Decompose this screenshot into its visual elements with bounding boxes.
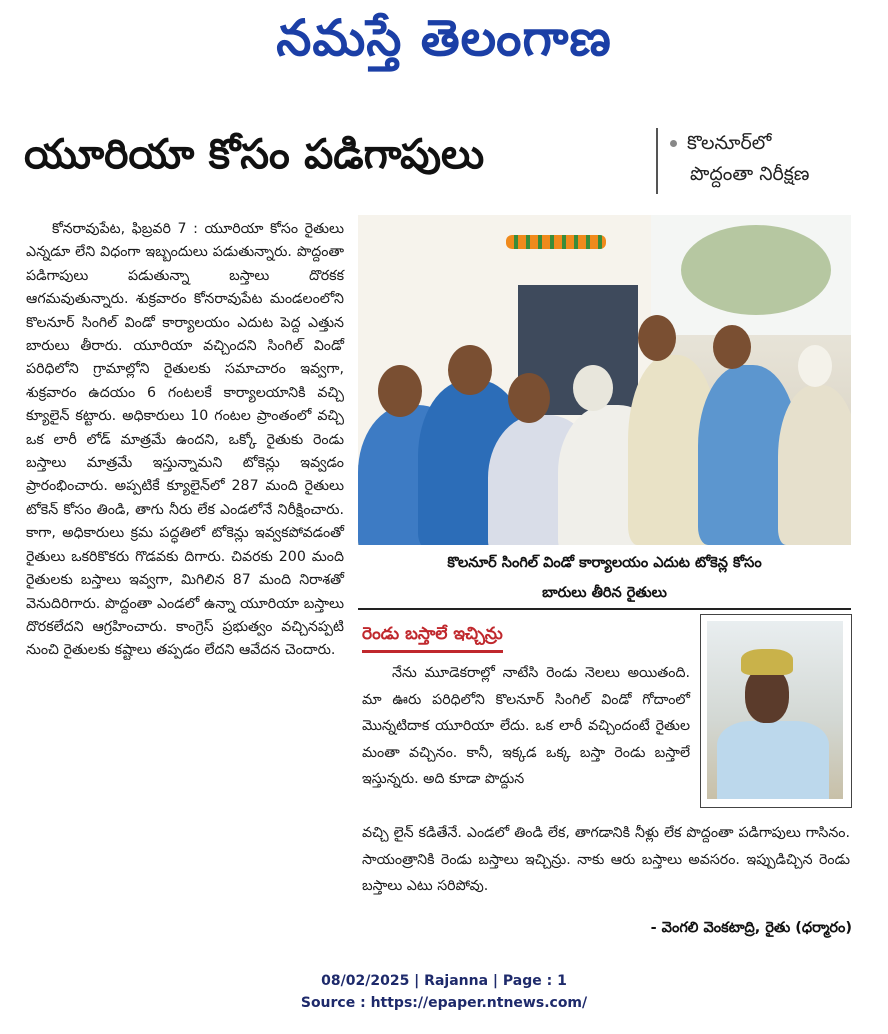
photo-caption-line-2: బారులు తీరిన రైతులు — [542, 585, 667, 601]
quote-paragraph: నేను మూడెకరాల్లో నాటేసి రెండు నెలలు అయితంది. మా ఊరు పరిధిలోని కొలనూర్ సింగిల్ విండో గోదాంలో మొన్నటిదాక యూరియా లేదు. ఒక లారీ వచ్చిందంటే రైతుల మంతా వచ్చినం. కానీ, ఇక్కడ ఒక్క బస్తా రెండు బస్తాలే ఇస్తున్నరు. అది కూడా పొద్దున — [362, 665, 690, 788]
deck-line-2: పొద్దంతా నిరీక్షణ — [690, 163, 810, 185]
quote-text-wide: వచ్చి లైన్ కడితేనే. ఎండలో తిండి లేక, తాగడానికి నీళ్లు లేక పొద్దంతా పడిగాపులు గాసినం. సాయంత్రానికి రెండు బస్తాలు ఇచ్చిన్రు. నాకు ఆరు బస్తాలు అవసరం. ఇప్పుడిచ్చిన రెండు బస్తాలు ఎటు సరిపోవు. — [362, 825, 850, 895]
newspaper-logo: నమస్తే తెలంగాణ — [276, 8, 612, 67]
masthead — [0, 0, 888, 88]
article-body — [26, 218, 344, 663]
footer-source: Source : https://epaper.ntnews.com/ — [300, 995, 588, 1011]
news-photo — [358, 215, 851, 545]
farmer-portrait — [700, 614, 852, 808]
quote-text-narrow — [362, 660, 690, 793]
deck-divider — [656, 128, 658, 194]
quote-subhead: రెండు బస్తాలే ఇచ్చిన్రు — [362, 624, 503, 653]
caption-divider — [358, 608, 851, 610]
deck-line-1: కొలనూర్‌లో — [687, 132, 772, 154]
article-paragraph: కోనరావుపేట, ఫిబ్రవరి 7 : యూరియా కోసం రైతులు ఎన్నడూ లేని విధంగా ఇబ్బందులు పడుతున్నారు. పొద్దంతా పడిగాపులు పడుతున్నా బస్తాలు దొరకక ఆగమవుతున్నారు. శుక్రవారం కోనరావుపేట మండలంలోని కొలనూర్ సింగిల్ విండో కార్యాలయం ఎదుట పెద్ద ఎత్తున బారులు తీరారు. యూరియా వచ్చిందని సింగిల్ విండో పరిధిలోని గ్రామాల్లోని రైతులకు సమాచారం ఇవ్వగా, శుక్రవారం ఉదయం 6 గంటలకే కార్యాలయానికి వచ్చి క్యూలైన్ కట్టారు. అధికారులు 10 గంటల ప్రాంతంలో వచ్చి ఒక లారీ లోడ్ మాత్రమే ఉందని, ఒక్కో రైతుకు రెండు బస్తాలు మాత్రమే ఇస్తున్నామని టోకెన్లు ఇవ్వడం ప్రారంభించారు. అప్పటికే క్యూలైన్‌లో 287 మంది రైతులు టోకెన్ కోసం తిండి, తాగు నీరు లేక ఎండలోనే నిరీక్షించారు. కాగా, అధికారులు క్రమ పద్ధతిలో టోకెన్లు ఇవ్వకపోవడంతో రైతులు ఒకరికొకరు గొడవకు దిగారు. చివరకు 200 మంది రైతులకు బస్తాలు ఇవ్వగా, మిగిలిన 87 మంది నిరాశతో వెనుదిరిగారు. పొద్దంతా ఎండలో ఉన్నా యూరియా బస్తాలు దొరకలేదని ఆగ్రహించారు. కాంగ్రెస్ ప్రభుత్వం వచ్చినప్పటి నుంచి రైతులకు కష్టాలు తప్పడం లేదని ఆవేదన చెందారు. — [26, 221, 344, 659]
page-footer — [0, 970, 888, 1014]
photo-caption-line-1: కొలనూర్ సింగిల్ విండో కార్యాలయం ఎదుట టోకెన్ల కోసం — [447, 555, 762, 571]
bullet-icon — [670, 140, 677, 147]
footer-edition-info: 08/02/2025 | Rajanna | Page : 1 — [321, 973, 567, 989]
deck — [670, 128, 870, 190]
photo-caption — [358, 548, 851, 608]
quote-byline: - వెంగలి వెంకటాద్రి, రైతు (ధర్మారం) — [650, 920, 852, 936]
headline: యూరియా కోసం పడిగాపులు — [24, 130, 485, 178]
